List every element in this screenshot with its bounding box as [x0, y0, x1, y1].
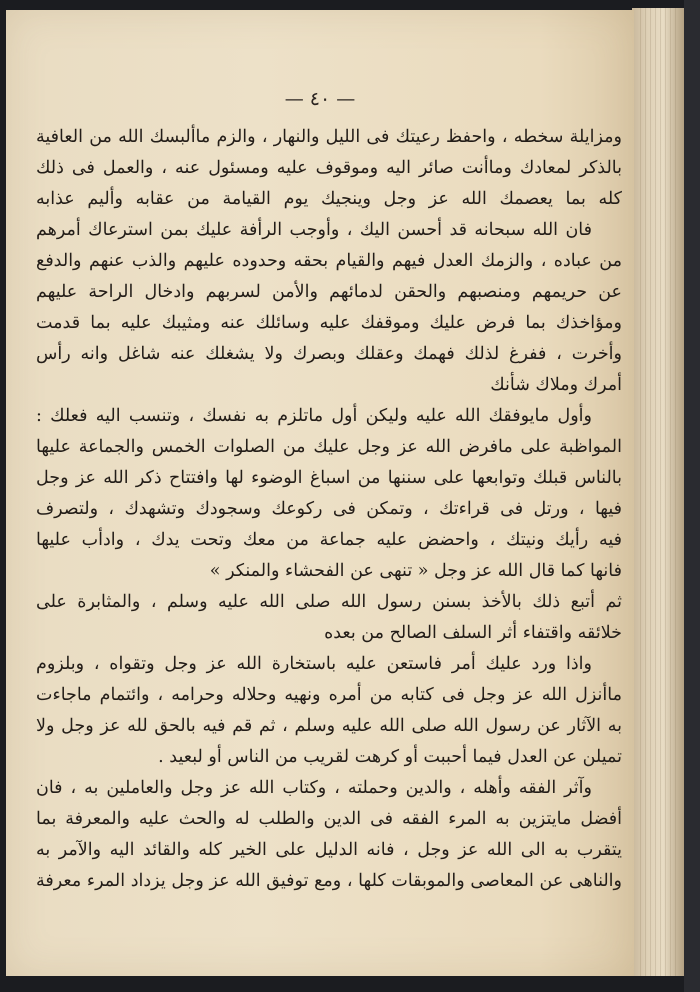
- page-body-text: [36, 122, 622, 897]
- text-line: ثم أتبع ذلك بالأخذ بسنن رسول الله صلى الله عليه وسلم ، والمثابرة على: [36, 592, 622, 612]
- text-line: فيها ، ورتل فى قراءتك ، وتمكن فى ركوعك وسجودك وتشهدك ، ولتصرف: [36, 499, 622, 519]
- text-line: عن حريمهم ومنصبهم والحقن لدمائهم والأمن لسربهم وادخال الراحة عليهم: [36, 282, 622, 302]
- text-line: بالذكر لمعادك وماأنت صائر اليه وموقوف عليه ومسئول عنه ، والعمل فى ذلك: [36, 158, 622, 178]
- text-line: بالناس قبلك وتوابعها على سننها من اسباغ الوضوء لها وافتتاح ذكر الله عز وجل: [36, 468, 622, 488]
- text-line: تميلن عن العدل فيما أحببت أو كرهت لقريب من الناس أو لبعيد .: [158, 747, 622, 767]
- book-cover-edge: [684, 0, 700, 992]
- text-line: به الآثار عن رسول الله صلى الله عليه وسلم ، ثم قم فيه بالحق لله عز وجل ولا: [36, 716, 622, 736]
- text-line: كله بما يعصمك الله عز وجل وينجيك يوم القيامة من عقابه وأليم عذابه: [36, 189, 622, 209]
- page-stack-lines: [640, 8, 680, 976]
- text-line: فانها كما قال الله عز وجل « تنهى عن الفحشاء والمنكر »: [209, 561, 622, 581]
- text-line: وأول مايوفقك الله عليه وليكن أول ماتلزم به نفسك ، وتنسب اليه فعلك :: [36, 406, 592, 426]
- text-line: وآثر الفقه وأهله ، والدين وحملته ، وكتاب الله عز وجل والعاملين به ، فان: [36, 778, 592, 798]
- text-line: والناهى عن المعاصى والموبقات كلها ، ومع توفيق الله عز وجل يزداد المرء معرفة: [36, 871, 622, 891]
- book-page: [6, 10, 634, 976]
- text-line: ماأنزل الله عز وجل فى كتابه من أمره ونهيه وحلاله وحرامه ، وائتمام ماجاءت: [36, 685, 622, 705]
- text-line: فان الله سبحانه قد أحسن اليك ، وأوجب الرأفة عليك بمن استرعاك أمرهم: [36, 220, 592, 240]
- text-line: وأخرت ، ففرغ لذلك فهمك وعقلك وبصرك ولا يشغلك عنه شاغل وانه رأس: [36, 344, 622, 364]
- text-line: ومزايلة سخطه ، واحفظ رعيتك فى الليل والنهار ، والزم ماألبسك الله من العافية: [36, 127, 622, 147]
- text-line: المواظبة على مافرض الله عز وجل عليك من الصلوات الخمس والجماعة عليها: [36, 437, 622, 457]
- text-line: فيه رأيك ونيتك ، واحضض عليه جماعة من معك وتحت يدك ، وادأب عليها: [36, 530, 622, 550]
- text-line: يتقرب به الى الله عز وجل ، فانه الدليل على الخير كله والقائد اليه والآمر به: [36, 840, 622, 860]
- text-line: ومؤاخذك بما فرض عليك وموقفك عليه وسائلك عنه ومثيبك عليه بما قدمت: [36, 313, 622, 333]
- text-line: أفضل مايتزين به المرء الفقه فى الدين والطلب له والحث عليه والمعرفة بما: [36, 809, 622, 829]
- page-number: — ٤٠ —: [284, 88, 356, 110]
- text-line: واذا ورد عليك أمر فاستعن عليه باستخارة الله عز وجل وتقواه ، وبلزوم: [36, 654, 592, 674]
- text-line: أمرك وملاك شأنك: [490, 375, 622, 395]
- text-line: خلائقه واقتفاء أثر السلف الصالح من بعده: [324, 623, 622, 643]
- text-line: من عباده ، والزمك العدل فيهم والقيام بحقه وحدوده عليهم والذب عنهم والدفع: [36, 251, 622, 271]
